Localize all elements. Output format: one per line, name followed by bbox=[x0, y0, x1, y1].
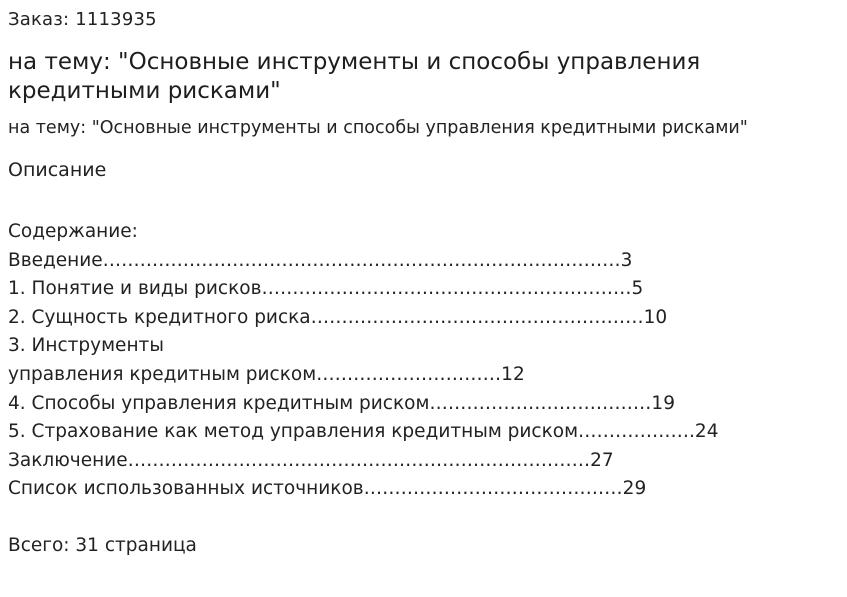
toc-line: Список использованных источников……………………………………29 bbox=[8, 478, 647, 500]
order-number: Заказ: 1113935 bbox=[8, 9, 157, 30]
table-of-contents bbox=[8, 218, 718, 504]
toc-heading: Содержание: bbox=[8, 221, 138, 242]
toc-line: Введение…………………………………………………………………………3 bbox=[8, 249, 633, 271]
description-heading: Описание bbox=[8, 159, 107, 181]
toc-line: 2. Сущность кредитного риска………………………………………………10 bbox=[8, 306, 668, 328]
toc-line: Заключение…………………………………………………………………27 bbox=[8, 449, 614, 471]
total-pages: Всего: 31 страница bbox=[8, 535, 197, 556]
toc-line: 3. Инструменты bbox=[8, 335, 164, 357]
document-title: на тему: "Основные инструменты и способы управления кредитными рисками" bbox=[8, 49, 701, 104]
toc-line: 1. Понятие и виды рисков……………………………………………………5 bbox=[8, 278, 644, 300]
document-subtitle: на тему: "Основные инструменты и способы управления кредитными рисками" bbox=[8, 118, 748, 138]
toc-line: 4. Способы управления кредитным риском………………………………19 bbox=[8, 392, 675, 414]
toc-line: управления кредитным риском…………………………12 bbox=[8, 363, 525, 385]
toc-line: 5. Страхование как метод управления кредитным риском……………….24 bbox=[8, 421, 719, 443]
